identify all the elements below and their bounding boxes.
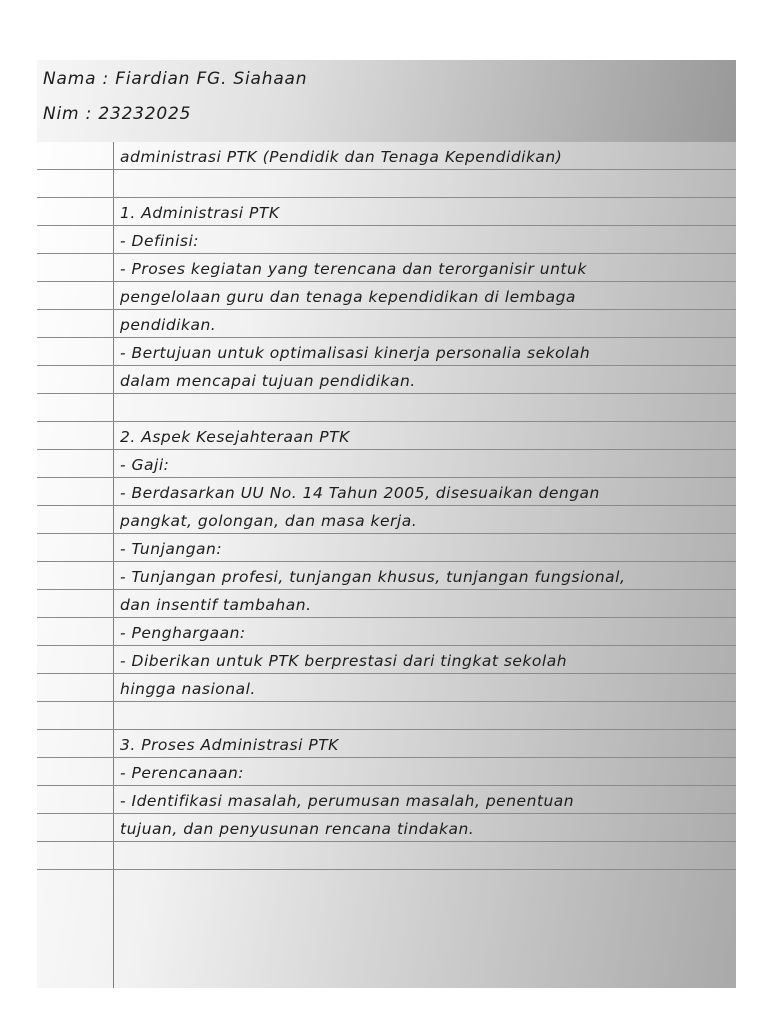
line-row — [37, 394, 736, 422]
line-row — [37, 842, 736, 870]
page-header — [37, 60, 736, 142]
line-row — [37, 338, 736, 366]
line-row — [37, 702, 736, 730]
line-row — [37, 310, 736, 338]
line-text: 3. Proses Administrasi PTK — [120, 736, 339, 754]
line-text: - Identifikasi masalah, perumusan masalah, penentuan — [120, 792, 575, 810]
line-row — [37, 646, 736, 674]
line-text: 1. Administrasi PTK — [120, 204, 280, 222]
line-row — [37, 618, 736, 646]
line-row — [37, 506, 736, 534]
student-name: Nama : Fiardian FG. Siahaan — [43, 69, 308, 89]
line-row — [37, 366, 736, 394]
line-row — [37, 254, 736, 282]
line-text: pengelolaan guru dan tenaga kependidikan di lembaga — [120, 288, 576, 306]
line-text: hingga nasional. — [120, 680, 256, 698]
line-row — [37, 226, 736, 254]
line-row — [37, 142, 736, 170]
student-nim: Nim : 23232025 — [43, 104, 192, 124]
line-text: pendidikan. — [120, 316, 217, 334]
line-text: - Proses kegiatan yang terencana dan terorganisir untuk — [120, 260, 587, 278]
line-text: - Tunjangan profesi, tunjangan khusus, tunjangan fungsional, — [120, 568, 626, 586]
line-text: 2. Aspek Kesejahteraan PTK — [120, 428, 350, 446]
line-text: - Berdasarkan UU No. 14 Tahun 2005, disesuaikan dengan — [120, 484, 600, 502]
line-row — [37, 758, 736, 786]
line-text: - Gaji: — [120, 456, 170, 474]
line-row — [37, 562, 736, 590]
line-row — [37, 422, 736, 450]
line-row — [37, 282, 736, 310]
line-text: - Bertujuan untuk optimalisasi kinerja personalia sekolah — [120, 344, 591, 362]
line-text: - Definisi: — [120, 232, 199, 250]
notebook-page — [37, 60, 736, 988]
line-row — [37, 170, 736, 198]
line-text: pangkat, golongan, dan masa kerja. — [120, 512, 418, 530]
line-text: - Diberikan untuk PTK berprestasi dari tingkat sekolah — [120, 652, 568, 670]
line-text: dalam mencapai tujuan pendidikan. — [120, 372, 416, 390]
line-row — [37, 786, 736, 814]
line-text: administrasi PTK (Pendidik dan Tenaga Kependidikan) — [120, 148, 563, 166]
line-text: - Penghargaan: — [120, 624, 246, 642]
line-row — [37, 674, 736, 702]
line-text: tujuan, dan penyusunan rencana tindakan. — [120, 820, 475, 838]
line-row — [37, 198, 736, 226]
line-row — [37, 534, 736, 562]
line-text: - Tunjangan: — [120, 540, 223, 558]
line-text: dan insentif tambahan. — [120, 596, 312, 614]
line-row — [37, 590, 736, 618]
line-text: - Perencanaan: — [120, 764, 245, 782]
line-row — [37, 450, 736, 478]
line-row — [37, 730, 736, 758]
line-row — [37, 814, 736, 842]
line-row — [37, 478, 736, 506]
